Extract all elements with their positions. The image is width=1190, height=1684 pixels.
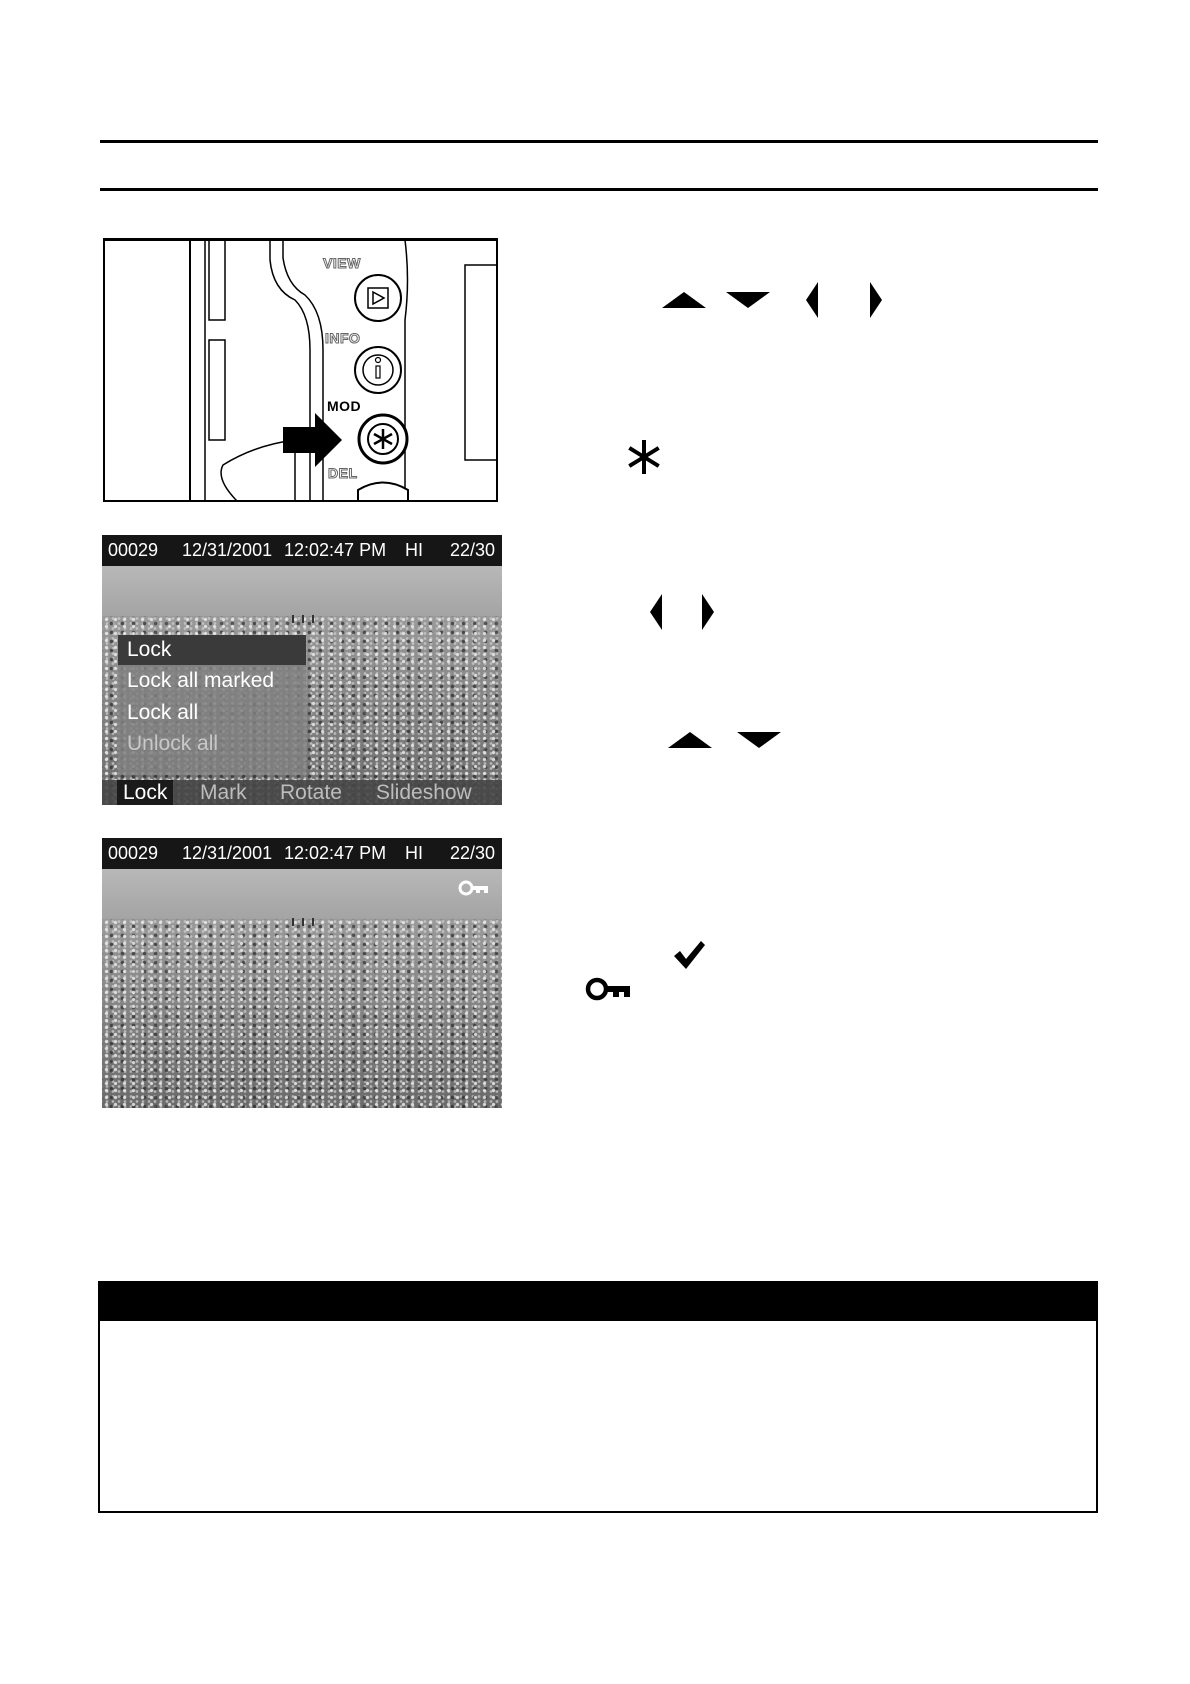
- second-rule: [100, 188, 1098, 191]
- distant-figure: [302, 615, 304, 623]
- frame-counter: 22/30: [450, 540, 496, 560]
- file-number: 00029: [108, 540, 159, 560]
- left-arrow-icon: [648, 594, 664, 630]
- tab-slideshow[interactable]: Slideshow: [376, 781, 472, 804]
- right-arrow-icon: [700, 594, 716, 630]
- del-label: DEL: [328, 465, 358, 481]
- date: 12/31/2001: [182, 540, 273, 560]
- quality: HI: [405, 843, 423, 863]
- lock-menu: [118, 635, 306, 775]
- camera-back-illustration: [103, 238, 498, 502]
- tab-rotate[interactable]: Rotate: [280, 781, 342, 804]
- frame-counter: 22/30: [450, 843, 496, 863]
- top-rule: [100, 140, 1098, 143]
- distant-figure: [292, 615, 294, 623]
- checkmark-icon: [672, 938, 706, 972]
- note-box: [98, 1281, 1098, 1513]
- sky: [102, 869, 502, 919]
- status-bar: [102, 535, 502, 566]
- time: 12:02:47 PM: [284, 843, 387, 863]
- tab-mark[interactable]: Mark: [200, 781, 247, 804]
- key-icon: [458, 878, 490, 903]
- asterisk-icon: [627, 440, 661, 474]
- menu-tab-bar: [102, 780, 502, 805]
- down-arrow-icon: [737, 730, 781, 750]
- up-arrow-icon: [662, 290, 706, 310]
- time: 12:02:47 PM: [284, 540, 387, 560]
- distant-figure: [312, 918, 314, 926]
- right-arrow-icon: [868, 282, 884, 318]
- sky: [102, 566, 502, 616]
- menu-item-unlock-all[interactable]: Unlock all: [127, 732, 219, 755]
- file-number: 00029: [108, 843, 159, 863]
- mod-label: MOD: [327, 398, 362, 414]
- distant-figure: [302, 918, 304, 926]
- left-arrow-icon: [804, 282, 820, 318]
- tab-lock[interactable]: Lock: [117, 780, 173, 805]
- menu-item-lock[interactable]: Lock: [118, 635, 306, 665]
- date: 12/31/2001: [182, 843, 273, 863]
- quality: HI: [405, 540, 423, 560]
- note-header-bar: [98, 1281, 1098, 1321]
- menu-item-lock-all-marked[interactable]: Lock all marked: [127, 669, 275, 692]
- view-label: VIEW: [323, 255, 361, 271]
- lcd-screen-lock-menu: [102, 535, 502, 805]
- flower-field: [102, 919, 502, 1108]
- distant-figure: [292, 918, 294, 926]
- info-label: INFO: [325, 330, 361, 346]
- status-bar: [102, 838, 502, 869]
- lcd-screen-locked: [102, 838, 502, 1108]
- distant-figure: [312, 615, 314, 623]
- down-arrow-icon: [726, 290, 770, 310]
- menu-item-lock-all[interactable]: Lock all: [127, 701, 199, 724]
- key-icon: [585, 975, 631, 1003]
- up-arrow-icon: [668, 730, 712, 750]
